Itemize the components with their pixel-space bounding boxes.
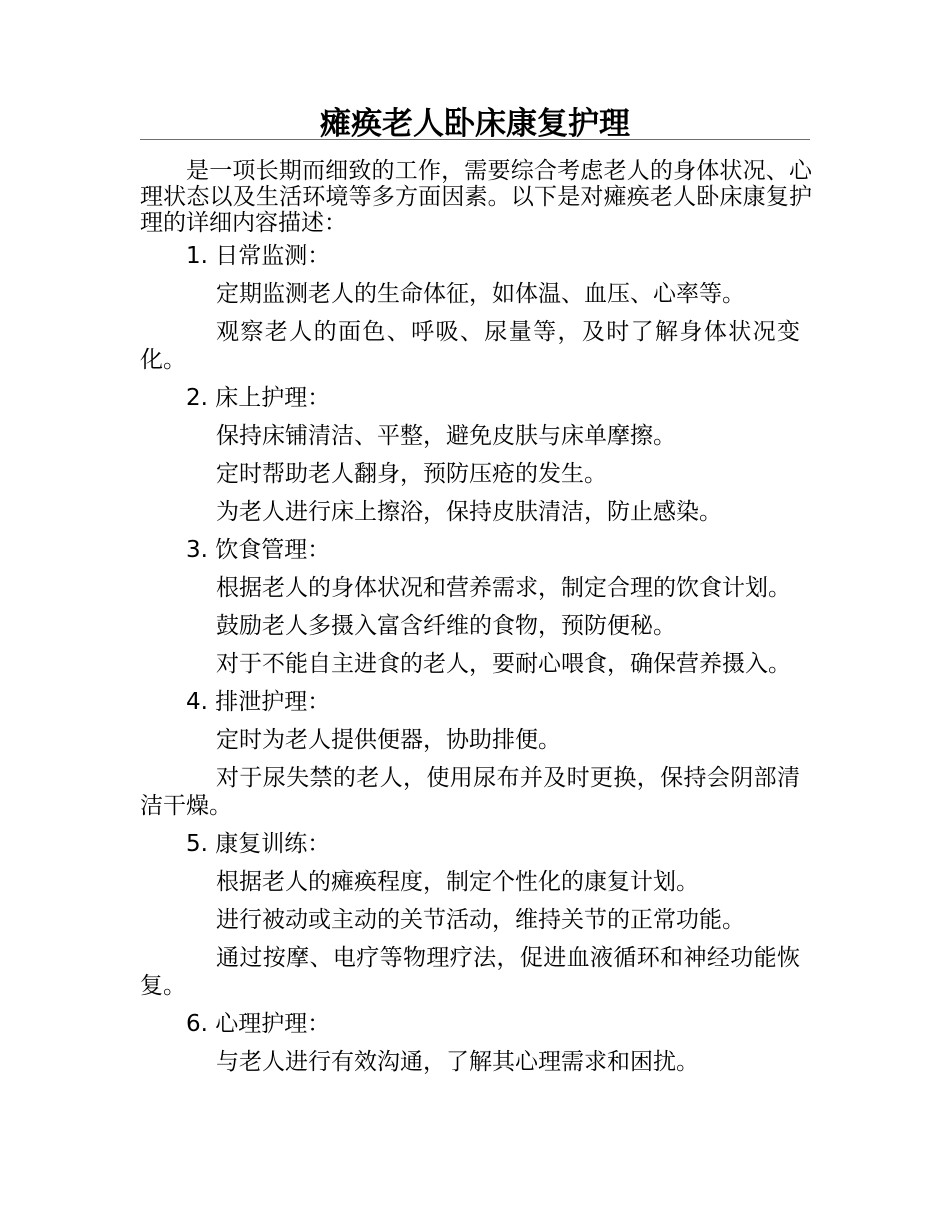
- section-excretion-care: [140, 683, 800, 825]
- section-heading: 1. 日常监测：: [186, 243, 331, 269]
- section-heading: 6. 心理护理：: [186, 1011, 331, 1037]
- document-title: 瘫痪老人卧床康复护理: [320, 106, 630, 142]
- list-item: 观察老人的面色、呼吸、尿量等，及时了解身体状况变化。: [140, 319, 800, 373]
- intro-paragraph: 是一项长期而细致的工作，需要综合考虑老人的身体状况、心理状态以及生活环境等多方面因素。以下是对瘫痪老人卧床康复护理的详细内容描述：: [140, 158, 812, 236]
- sections-container: [140, 237, 800, 1081]
- list-item: 定时帮助老人翻身，预防压疮的发生。: [216, 461, 607, 487]
- section-heading: 4. 排泄护理：: [186, 689, 331, 715]
- list-item: 进行被动或主动的关节活动，维持关节的正常功能。: [216, 907, 745, 933]
- list-item: 通过按摩、电疗等物理疗法，促进血液循环和神经功能恢复。: [140, 945, 800, 999]
- list-item: 鼓励老人多摄入富含纤维的食物，预防便秘。: [216, 613, 676, 639]
- list-item: 定时为老人提供便器，协助排便。: [216, 727, 561, 753]
- section-heading: 2. 床上护理：: [186, 385, 331, 411]
- list-item: 根据老人的瘫痪程度，制定个性化的康复计划。: [216, 869, 699, 895]
- title-underline: [140, 139, 810, 140]
- list-item: 为老人进行床上擦浴，保持皮肤清洁，防止感染。: [216, 499, 722, 525]
- list-item: 对于尿失禁的老人，使用尿布并及时更换，保持会阴部清洁干燥。: [140, 765, 800, 819]
- section-rehab-training: [140, 825, 800, 1005]
- section-heading: 5. 康复训练：: [186, 831, 331, 857]
- section-bed-care: [140, 379, 800, 531]
- list-item: 对于不能自主进食的老人，要耐心喂食，确保营养摄入。: [216, 651, 791, 677]
- list-item: 与老人进行有效沟通，了解其心理需求和困扰。: [216, 1049, 699, 1075]
- section-heading: 3. 饮食管理：: [186, 537, 331, 563]
- list-item: 定期监测老人的生命体征，如体温、血压、心率等。: [216, 281, 745, 307]
- section-diet-management: [140, 531, 800, 683]
- list-item: 根据老人的身体状况和营养需求，制定合理的饮食计划。: [216, 575, 791, 601]
- section-daily-monitoring: [140, 237, 800, 379]
- section-psych-care: [140, 1005, 800, 1081]
- list-item: 保持床铺清洁、平整，避免皮肤与床单摩擦。: [216, 423, 676, 449]
